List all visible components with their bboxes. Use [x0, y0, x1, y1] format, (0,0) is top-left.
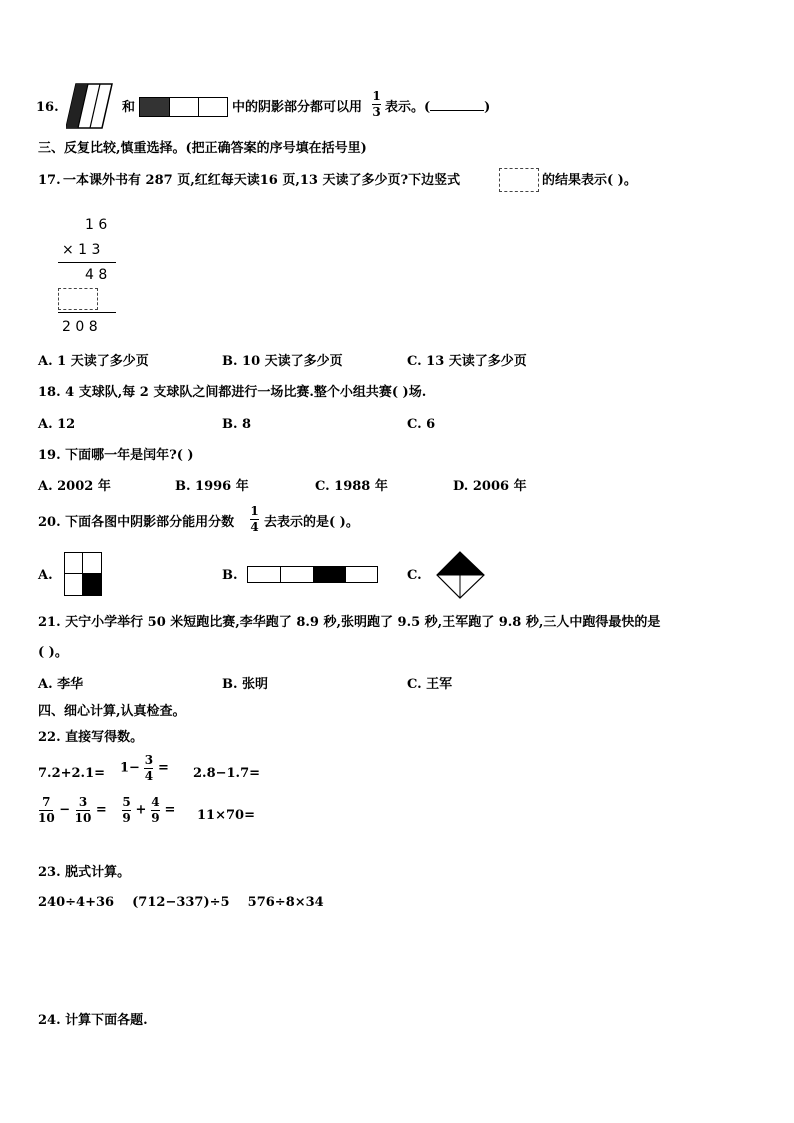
q18-option-a[interactable]: A. 12 — [38, 417, 76, 432]
q20-text-a: 20. 下面各图中阴影部分能用分数 — [38, 515, 235, 530]
q22-expr-6: 11×70= — [197, 808, 255, 823]
q17-option-a[interactable]: A. 1 天读了多少页 — [38, 354, 149, 369]
q16-number: 16. — [36, 100, 59, 115]
q22-expr-4: $\frac{7}{10}$ − $\frac{3}{10}$ = — [38, 795, 107, 825]
q16-text-a: 中的阴影部分都可以用 — [232, 100, 363, 115]
q19-option-d[interactable]: D. 2006 年 — [453, 479, 527, 494]
figure-c-diamond — [436, 551, 486, 599]
q21-option-c[interactable]: C. 王军 — [407, 677, 453, 692]
section3-heading: 三、反复比较,慎重选择。(把正确答案的序号填在括号里) — [38, 141, 367, 156]
q22-expr-3: 2.8−1.7= — [193, 766, 261, 781]
q20-text-b: 去表示的是( )。 — [264, 515, 359, 530]
q17-text-a: 一本课外书有 287 页,红红每天读16 页,13 天读了多少页?下边竖式 — [63, 173, 461, 188]
q17-option-c[interactable]: C. 13 天读了多少页 — [407, 354, 527, 369]
q17-option-b[interactable]: B. 10 天读了多少页 — [222, 354, 343, 369]
answer-blank[interactable] — [430, 110, 484, 111]
q19-text: 19. 下面哪一年是闰年?( ) — [38, 448, 194, 463]
vertical-row3: 4 8 — [85, 267, 108, 283]
q19-option-b[interactable]: B. 1996 年 — [175, 479, 249, 494]
q20-option-b[interactable]: B. — [222, 568, 238, 583]
q16-fraction: $\frac{1}{3}$ — [372, 89, 381, 119]
vertical-row1: 1 6 — [85, 217, 108, 233]
q16-text-b: 表示。( ) — [385, 100, 491, 115]
q20-option-a[interactable]: A. — [38, 568, 53, 583]
q22-expr-2: 1− $\frac{3}{4}$ = — [120, 753, 169, 783]
q19-option-c[interactable]: C. 1988 年 — [315, 479, 388, 494]
q17-text-b: 的结果表示( )。 — [542, 173, 637, 188]
q21-text2: ( )。 — [38, 645, 68, 660]
vertical-line-1 — [58, 262, 116, 263]
q22-title: 22. 直接写得数。 — [38, 730, 144, 745]
parallelogram-figure — [66, 82, 116, 130]
q22-expr-5: $\frac{5}{9}$ + $\frac{4}{9}$ = — [122, 795, 176, 825]
q21-option-b[interactable]: B. 张明 — [222, 677, 269, 692]
q18-text: 18. 4 支球队,每 2 支球队之间都进行一场比赛.整个小组共赛( )场. — [38, 385, 427, 400]
vertical-row5: 2 0 8 — [62, 319, 98, 335]
q18-option-c[interactable]: C. 6 — [407, 417, 436, 432]
q21-text: 21. 天宁小学举行 50 米短跑比赛,李华跑了 8.9 秒,张明跑了 9.5 秒,王军跑了 9.8 秒,三人中跑得最快的是 — [38, 615, 661, 630]
dashed-box — [499, 168, 539, 192]
q21-option-a[interactable]: A. 李华 — [38, 677, 84, 692]
vertical-dashed-box — [58, 288, 98, 310]
q16-and: 和 — [122, 100, 136, 115]
q20-fraction: $\frac{1}{4}$ — [250, 504, 259, 534]
q20-option-c[interactable]: C. — [407, 568, 422, 583]
q22-expr-1: 7.2+2.1= — [38, 766, 106, 781]
q24-title: 24. 计算下面各题. — [38, 1013, 148, 1028]
vertical-line-2 — [58, 312, 116, 313]
q17-number: 17. — [38, 173, 61, 188]
q23-expressions: 240÷4+36 (712−337)÷5 576÷8×34 — [38, 895, 324, 910]
section4-heading: 四、细心计算,认真检查。 — [38, 704, 186, 719]
q23-title: 23. 脱式计算。 — [38, 865, 131, 880]
vertical-row2: × 1 3 — [62, 242, 101, 258]
q19-option-a[interactable]: A. 2002 年 — [38, 479, 111, 494]
q18-option-b[interactable]: B. 8 — [222, 417, 252, 432]
